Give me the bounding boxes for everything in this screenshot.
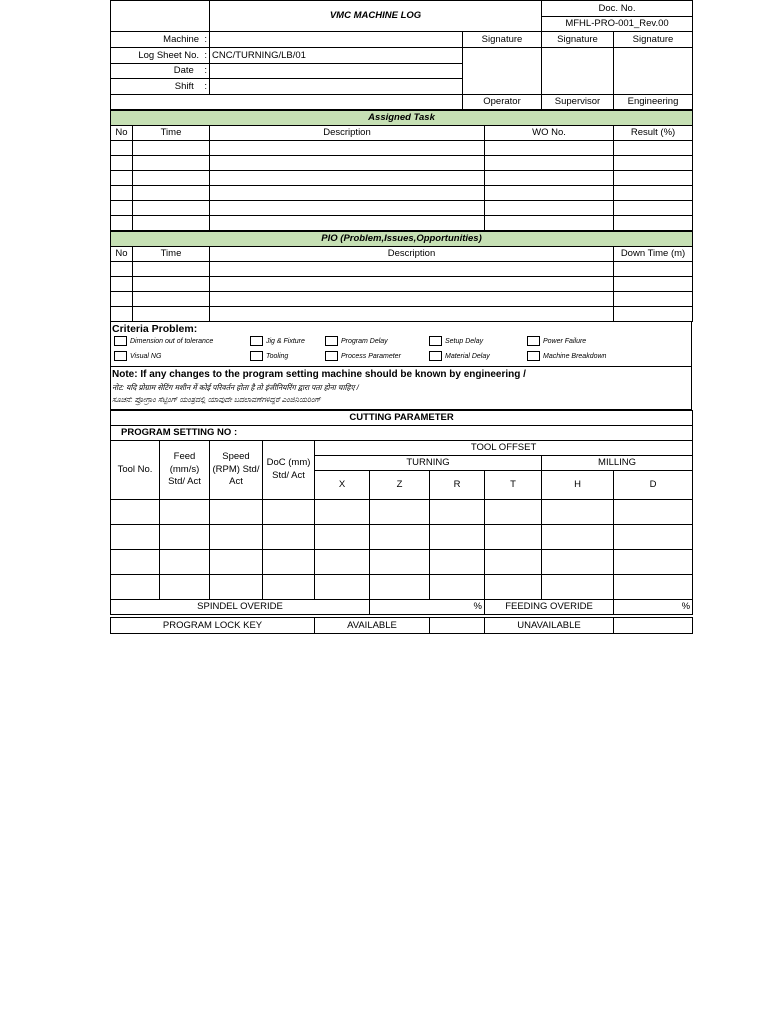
- table-cell[interactable]: [485, 550, 542, 575]
- table-cell[interactable]: [210, 186, 485, 201]
- table-cell[interactable]: [485, 575, 542, 600]
- table-cell[interactable]: [210, 525, 263, 550]
- speed-header: Speed (RPM) Std/ Act: [210, 441, 263, 500]
- table-cell[interactable]: [133, 262, 210, 277]
- table-cell[interactable]: [485, 201, 614, 216]
- table-cell[interactable]: [133, 292, 210, 307]
- table-cell[interactable]: [111, 500, 160, 525]
- cutting-parameter-title: CUTTING PARAMETER: [111, 411, 693, 426]
- axis-h-header: H: [542, 471, 614, 500]
- table-cell[interactable]: [485, 500, 542, 525]
- criteria-option[interactable]: Process Parameter: [325, 351, 401, 361]
- engineering-signature-label: Signature: [614, 32, 693, 48]
- checkbox-icon[interactable]: [429, 336, 442, 346]
- checkbox-icon[interactable]: [250, 351, 263, 361]
- table-cell[interactable]: [485, 216, 614, 231]
- table-cell[interactable]: [315, 525, 370, 550]
- table-cell[interactable]: [315, 550, 370, 575]
- table-cell[interactable]: [210, 216, 485, 231]
- pio-col-time: Time: [133, 247, 210, 262]
- doc-header: DoC (mm) Std/ Act: [263, 441, 315, 500]
- table-cell[interactable]: [111, 277, 133, 292]
- table-cell[interactable]: [614, 171, 693, 186]
- table-cell[interactable]: [370, 550, 430, 575]
- table-cell[interactable]: [210, 141, 485, 156]
- table-cell[interactable]: [133, 201, 210, 216]
- table-cell[interactable]: [263, 525, 315, 550]
- table-row: [111, 262, 693, 277]
- table-cell[interactable]: [210, 500, 263, 525]
- note-kannada: ಸೂಚನೆ: ಪ್ರೋಗ್ರಾಂ ಸೆಟ್ಟಿಂಗ್ ಯಂತ್ರದಲ್ಲಿ ಯಾವುದೇ ಬದಲಾವಣೆಗಳಿದ್ದರೆ ಎಂಜಿನಿಯರಿಂಗ್: [112, 395, 321, 404]
- table-row: [111, 525, 693, 550]
- pio-title: PIO (Problem,Issues,Opportunities): [111, 232, 693, 247]
- log-sheet-label: Log Sheet No. :: [111, 48, 210, 64]
- checkbox-icon[interactable]: [527, 351, 540, 361]
- table-cell[interactable]: [111, 141, 133, 156]
- table-cell[interactable]: [263, 550, 315, 575]
- col-result: Result (%): [614, 126, 693, 141]
- assigned-task-table: [110, 110, 693, 231]
- table-cell[interactable]: [111, 550, 160, 575]
- table-row: [111, 500, 693, 525]
- table-cell[interactable]: [263, 575, 315, 600]
- pio-col-no: No: [111, 247, 133, 262]
- table-row: [111, 292, 693, 307]
- supervisor-signature-box[interactable]: [542, 48, 614, 95]
- table-cell[interactable]: [614, 186, 693, 201]
- table-cell[interactable]: [111, 171, 133, 186]
- table-cell[interactable]: [210, 277, 614, 292]
- axis-d-header: D: [614, 471, 693, 500]
- table-cell[interactable]: [133, 156, 210, 171]
- col-time: Time: [133, 126, 210, 141]
- pio-table: [110, 231, 693, 322]
- header-table: [110, 0, 693, 110]
- table-cell[interactable]: [485, 525, 542, 550]
- shift-label: Shift :: [111, 79, 210, 95]
- program-setting-label: PROGRAM SETTING NO :: [111, 426, 693, 441]
- table-cell[interactable]: [111, 307, 133, 322]
- table-row: [111, 307, 693, 322]
- table-cell[interactable]: [210, 156, 485, 171]
- table-cell[interactable]: [614, 216, 693, 231]
- table-cell[interactable]: [111, 262, 133, 277]
- feeding-override-label: FEEDING OVERIDE: [485, 600, 614, 615]
- table-cell[interactable]: [542, 525, 614, 550]
- table-cell[interactable]: [111, 525, 160, 550]
- milling-header: MILLING: [542, 456, 693, 471]
- table-cell[interactable]: [111, 186, 133, 201]
- axis-r-header: R: [430, 471, 485, 500]
- table-cell[interactable]: [111, 292, 133, 307]
- axis-z-header: Z: [370, 471, 430, 500]
- feeding-override-field[interactable]: %: [614, 600, 693, 615]
- criteria-problem-section: [110, 322, 692, 367]
- table-cell[interactable]: [542, 500, 614, 525]
- table-cell[interactable]: [160, 550, 210, 575]
- table-row: [111, 141, 693, 156]
- operator-signature-box[interactable]: [463, 48, 542, 95]
- machine-field[interactable]: [210, 32, 463, 48]
- table-cell[interactable]: [485, 141, 614, 156]
- table-cell[interactable]: [430, 500, 485, 525]
- table-cell[interactable]: [485, 156, 614, 171]
- note-hindi: नोट: यदि प्रोग्राम सेटिंग मशीन में कोई परिवर्तन होता है तो इंजीनियरिंग द्वारा पता होना चाहिए /: [112, 383, 359, 392]
- unavailable-checkbox[interactable]: [614, 618, 693, 634]
- table-row: [111, 156, 693, 171]
- table-cell[interactable]: [430, 550, 485, 575]
- tool-no-header: Tool No.: [111, 441, 160, 500]
- table-cell[interactable]: [485, 186, 614, 201]
- note-section: [110, 367, 692, 410]
- criteria-option[interactable]: Tooling: [250, 351, 288, 361]
- table-cell[interactable]: [160, 500, 210, 525]
- table-cell[interactable]: [542, 575, 614, 600]
- table-row: [111, 216, 693, 231]
- table-row: [111, 201, 693, 216]
- table-cell[interactable]: [133, 307, 210, 322]
- supervisor-signature-label: Signature: [542, 32, 614, 48]
- checkbox-icon[interactable]: [325, 336, 338, 346]
- table-cell[interactable]: [133, 171, 210, 186]
- checkbox-icon[interactable]: [114, 336, 127, 346]
- turning-header: TURNING: [315, 456, 542, 471]
- table-cell[interactable]: [614, 550, 693, 575]
- axis-t-header: T: [485, 471, 542, 500]
- program-lock-key-label: PROGRAM LOCK KEY: [111, 618, 315, 634]
- log-sheet-field[interactable]: CNC/TURNING/LB/01: [210, 48, 463, 64]
- checkbox-icon[interactable]: [114, 351, 127, 361]
- spindle-override-field[interactable]: %: [370, 600, 485, 615]
- table-cell[interactable]: [210, 307, 614, 322]
- supervisor-label: Supervisor: [542, 95, 614, 110]
- cutting-parameter-table: [110, 410, 693, 615]
- table-cell[interactable]: [133, 216, 210, 231]
- table-cell[interactable]: [614, 156, 693, 171]
- checkbox-icon[interactable]: [250, 336, 263, 346]
- page-title: VMC MACHINE LOG: [210, 1, 542, 32]
- table-cell[interactable]: [614, 262, 693, 277]
- table-cell[interactable]: [210, 262, 614, 277]
- engineering-signature-box[interactable]: [614, 48, 693, 95]
- table-cell[interactable]: [160, 525, 210, 550]
- table-cell[interactable]: [315, 500, 370, 525]
- criteria-option[interactable]: Machine Breakdown: [527, 351, 606, 361]
- shift-field[interactable]: [210, 79, 463, 95]
- table-cell[interactable]: [614, 525, 693, 550]
- criteria-option[interactable]: Material Delay: [429, 351, 490, 361]
- table-cell[interactable]: [160, 575, 210, 600]
- table-cell[interactable]: [210, 292, 614, 307]
- table-cell[interactable]: [430, 525, 485, 550]
- table-cell[interactable]: [133, 141, 210, 156]
- table-cell[interactable]: [614, 201, 693, 216]
- header-spacer: [111, 95, 463, 110]
- table-cell[interactable]: [315, 575, 370, 600]
- machine-log-form: [110, 0, 692, 634]
- table-cell[interactable]: [614, 141, 693, 156]
- criteria-option[interactable]: Power Failure: [527, 336, 586, 346]
- table-cell[interactable]: [542, 550, 614, 575]
- available-label: AVAILABLE: [315, 618, 430, 634]
- table-cell[interactable]: [485, 171, 614, 186]
- table-cell[interactable]: [210, 550, 263, 575]
- program-lock-table: [110, 617, 693, 634]
- table-row: [111, 550, 693, 575]
- date-label: Date :: [111, 64, 210, 79]
- criteria-option[interactable]: Visual NG: [114, 351, 161, 361]
- machine-label: Machine :: [111, 32, 210, 48]
- checkbox-icon[interactable]: [429, 351, 442, 361]
- col-wo-no: WO No.: [485, 126, 614, 141]
- assigned-task-title: Assigned Task: [111, 111, 693, 126]
- table-cell[interactable]: [111, 575, 160, 600]
- date-field[interactable]: [210, 64, 463, 79]
- table-row: [111, 277, 693, 292]
- table-cell[interactable]: [263, 500, 315, 525]
- checkbox-icon[interactable]: [325, 351, 338, 361]
- table-cell[interactable]: [370, 575, 430, 600]
- col-description: Description: [210, 126, 485, 141]
- pio-col-downtime: Down Time (m): [614, 247, 693, 262]
- criteria-title: Criteria Problem:: [112, 323, 198, 335]
- table-row: [111, 575, 693, 600]
- table-cell[interactable]: [133, 277, 210, 292]
- engineering-label: Engineering: [614, 95, 693, 110]
- operator-signature-label: Signature: [463, 32, 542, 48]
- checkbox-icon[interactable]: [527, 336, 540, 346]
- table-cell[interactable]: [370, 500, 430, 525]
- axis-x-header: X: [315, 471, 370, 500]
- table-cell[interactable]: [614, 307, 693, 322]
- unavailable-label: UNAVAILABLE: [485, 618, 614, 634]
- table-cell[interactable]: [614, 277, 693, 292]
- table-cell[interactable]: [614, 500, 693, 525]
- pio-col-description: Description: [210, 247, 614, 262]
- table-row: [111, 186, 693, 201]
- logo-area: [111, 1, 210, 32]
- feed-header: Feed (mm/s) Std/ Act: [160, 441, 210, 500]
- table-cell[interactable]: [370, 525, 430, 550]
- table-cell[interactable]: [210, 201, 485, 216]
- criteria-option[interactable]: Setup Delay: [429, 336, 483, 346]
- spindle-override-label: SPINDEL OVERIDE: [111, 600, 370, 615]
- doc-no-label: Doc. No.: [542, 1, 693, 17]
- table-row: [111, 171, 693, 186]
- table-cell[interactable]: [614, 292, 693, 307]
- table-cell[interactable]: [111, 216, 133, 231]
- criteria-option[interactable]: Dimension out of tolerance: [114, 336, 213, 346]
- table-cell[interactable]: [430, 575, 485, 600]
- criteria-option[interactable]: Jig & Fixture: [250, 336, 305, 346]
- note-english: Note: If any changes to the program setting machine should be known by engineering /: [112, 369, 526, 380]
- tool-offset-header: TOOL OFFSET: [315, 441, 693, 456]
- table-cell[interactable]: [614, 575, 693, 600]
- table-cell[interactable]: [210, 171, 485, 186]
- col-no: No: [111, 126, 133, 141]
- table-cell[interactable]: [133, 186, 210, 201]
- available-checkbox[interactable]: [430, 618, 485, 634]
- doc-no-value: MFHL-PRO-001_Rev.00: [542, 17, 693, 32]
- table-cell[interactable]: [210, 575, 263, 600]
- criteria-option[interactable]: Program Delay: [325, 336, 388, 346]
- operator-label: Operator: [463, 95, 542, 110]
- table-cell[interactable]: [111, 156, 133, 171]
- table-cell[interactable]: [111, 201, 133, 216]
